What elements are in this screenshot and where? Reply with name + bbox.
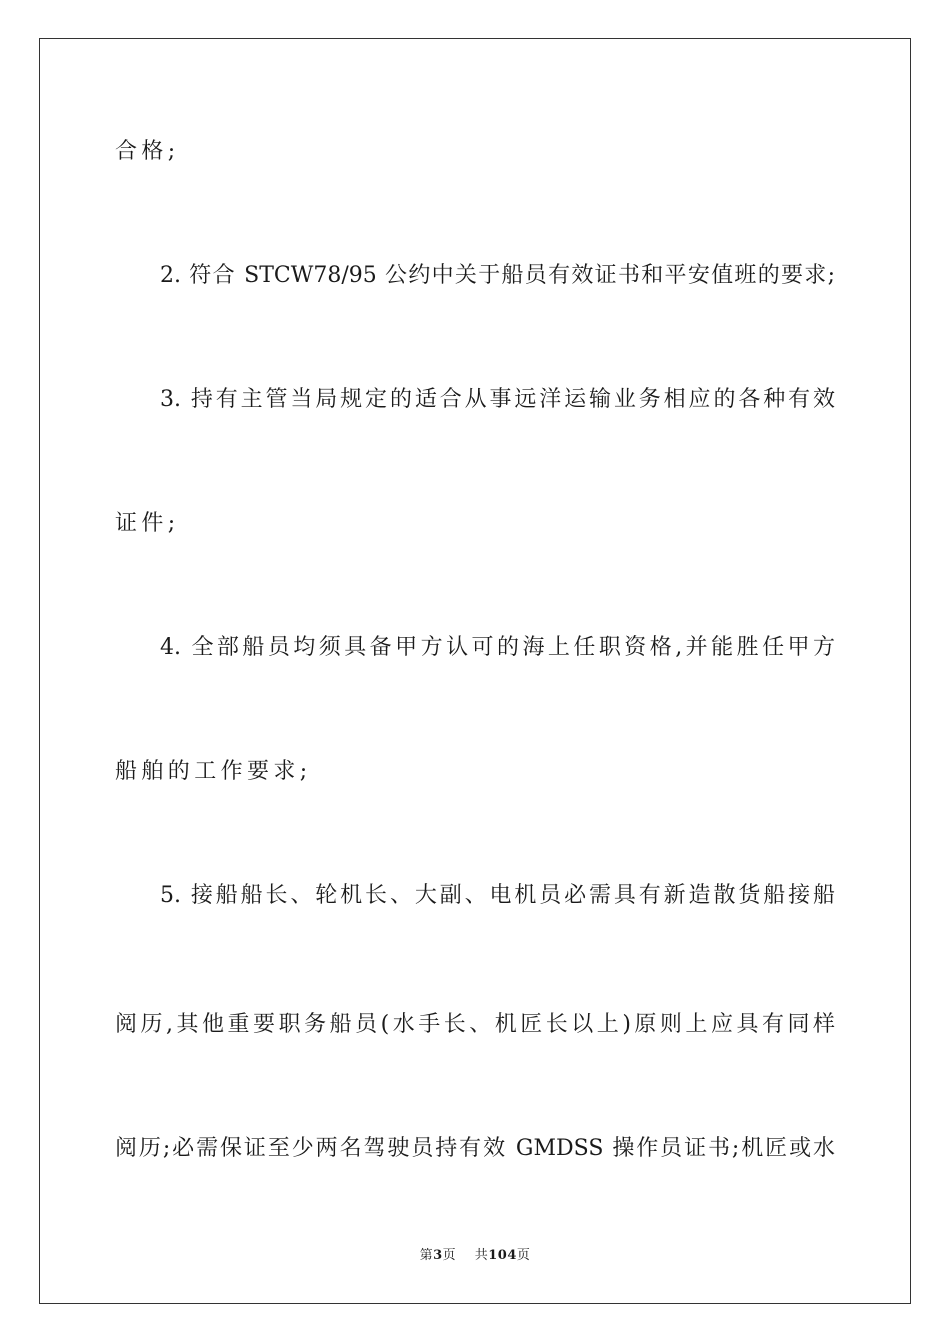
text-line-7: 5. 接船船长、轮机长、大副、电机员必需具有新造散货船接船 bbox=[160, 883, 835, 908]
page-suffix: 页 bbox=[442, 1248, 457, 1263]
text-line-5: 4. 全部船员均须具备甲方认可的海上任职资格,并能胜任甲方 bbox=[160, 635, 835, 660]
page-number: 3 bbox=[433, 1248, 443, 1263]
text-line-9: 阅历;必需保证至少两名驾驶员持有效 GMDSS 操作员证书;机匠或水 bbox=[115, 1136, 835, 1161]
text-line-4: 证件; bbox=[115, 511, 180, 536]
page-prefix: 第 bbox=[419, 1248, 434, 1263]
text-line-1: 合格; bbox=[115, 139, 180, 164]
total-pages: 104 bbox=[488, 1248, 517, 1263]
page-border bbox=[39, 38, 911, 1304]
text-line-6: 船舶的工作要求; bbox=[115, 759, 312, 784]
page-footer bbox=[0, 1247, 950, 1265]
text-line-3: 3. 持有主管当局规定的适合从事远洋运输业务相应的各种有效 bbox=[160, 387, 835, 412]
text-line-2: 2. 符合 STCW78/95 公约中关于船员有效证书和平安值班的要求; bbox=[160, 263, 835, 288]
text-line-8: 阅历,其他重要职务船员(水手长、机匠长以上)原则上应具有同样 bbox=[115, 1012, 835, 1037]
total-suffix: 页 bbox=[516, 1248, 531, 1263]
total-prefix: 共 bbox=[474, 1248, 489, 1263]
